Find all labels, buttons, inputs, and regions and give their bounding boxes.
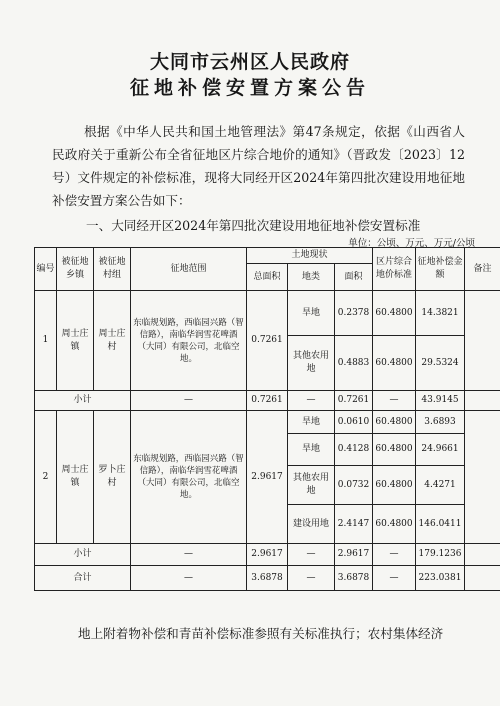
header-land-status: 土地现状 — [247, 248, 373, 264]
subtotal-remarks — [465, 544, 500, 566]
subtotal-land-type: — — [288, 544, 335, 566]
row-price: 60.4800 — [373, 291, 416, 336]
header-row — [35, 248, 500, 264]
table-row — [35, 411, 500, 434]
document-title-line1: 大同市云州区人民政府 — [149, 51, 350, 73]
row-land-type: 旱地 — [288, 411, 335, 434]
row-land-type: 旱地 — [288, 434, 335, 466]
row-area: 0.0732 — [335, 466, 373, 505]
row-scope: 东临规划路，西临园兴路（智信路），南临华润雪花啤酒（大同）有限公司，北临空地。 — [131, 291, 247, 391]
row-area: 0.4883 — [335, 336, 373, 391]
header-village: 被征地村组 — [94, 248, 131, 291]
row-price: 60.4800 — [373, 505, 416, 544]
row-price: 60.4800 — [373, 411, 416, 434]
subtotal-scope: — — [131, 391, 247, 411]
subtotal-area: 0.7261 — [335, 391, 373, 411]
total-label: 合计 — [35, 566, 131, 591]
row-land-type: 建设用地 — [288, 505, 335, 544]
subtotal-row — [35, 391, 500, 411]
total-remarks — [465, 566, 500, 591]
row-village: 周士庄村 — [94, 291, 131, 391]
section-heading: 一、大同经开区2024年第四批次建设用地征地补偿安置标准 — [86, 218, 421, 233]
row-amount: 14.3821 — [416, 291, 465, 336]
total-area: 3.6878 — [335, 566, 373, 591]
total-total-area: 3.6878 — [247, 566, 288, 591]
subtotal-total-area: 0.7261 — [247, 391, 288, 411]
row-price: 60.4800 — [373, 466, 416, 505]
row-remarks — [465, 291, 500, 391]
total-price: — — [373, 566, 416, 591]
total-land-type: — — [288, 566, 335, 591]
subtotal-row — [35, 544, 500, 566]
row-amount: 146.0411 — [416, 505, 465, 544]
subtotal-price: — — [373, 544, 416, 566]
subtotal-price: — — [373, 391, 416, 411]
footer-paragraph: 地上附着物补偿和青苗补偿标准参照有关标准执行；农村集体经济 — [78, 626, 444, 641]
subtotal-scope: — — [131, 544, 247, 566]
unit-note: 单位：公顷、万元、万元/公顷 — [348, 238, 475, 249]
header-land-type: 地类 — [288, 264, 335, 291]
row-town: 周士庄镇 — [57, 411, 94, 544]
header-town: 被征地乡镇 — [57, 248, 94, 291]
row-land-type: 其他农用地 — [288, 466, 335, 505]
row-area: 0.2378 — [335, 291, 373, 336]
row-area: 0.4128 — [335, 434, 373, 466]
subtotal-land-type: — — [288, 391, 335, 411]
body-paragraph: 根据《中华人民共和国土地管理法》第47条规定，依据《山西省人民政府关于重新公布全省征地区片综合地价的通知》（晋政发〔2023〕12号）文件规定的补偿标准，现将大同经开区2024年第四批次建设用地征地补偿安置方案公告如下： — [52, 124, 465, 208]
total-amount: 223.0381 — [416, 566, 465, 591]
row-land-type: 其他农用地 — [288, 336, 335, 391]
subtotal-amount: 43.9145 — [416, 391, 465, 411]
header-area: 面积 — [335, 264, 373, 291]
header-scope: 征地范围 — [131, 248, 247, 291]
total-scope: — — [131, 566, 247, 591]
row-remarks — [465, 411, 500, 544]
row-amount: 24.9661 — [416, 434, 465, 466]
subtotal-total-area: 2.9617 — [247, 544, 288, 566]
header-index: 编号 — [35, 248, 57, 291]
subtotal-amount: 179.1236 — [416, 544, 465, 566]
header-compensation: 征地补偿金额 — [416, 248, 465, 291]
header-total-area: 总面积 — [247, 264, 288, 291]
subtotal-area: 2.9617 — [335, 544, 373, 566]
table-row — [35, 291, 500, 336]
row-price: 60.4800 — [373, 336, 416, 391]
document-title-line2: 征地补偿安置方案公告 — [129, 77, 370, 99]
row-total-area: 0.7261 — [247, 291, 288, 391]
subtotal-label: 小计 — [35, 391, 131, 411]
row-index: 2 — [35, 411, 57, 544]
row-price: 60.4800 — [373, 434, 416, 466]
row-index: 1 — [35, 291, 57, 391]
row-total-area: 2.9617 — [247, 411, 288, 544]
row-scope: 东临规划路，西临园兴路（智信路），南临华润雪花啤酒（大同）有限公司，北临空地。 — [131, 411, 247, 544]
row-land-type: 旱地 — [288, 291, 335, 336]
total-row — [35, 566, 500, 591]
compensation-table — [34, 247, 500, 591]
row-area: 0.0610 — [335, 411, 373, 434]
row-amount: 3.6893 — [416, 411, 465, 434]
row-amount: 29.5324 — [416, 336, 465, 391]
header-remarks: 备注 — [465, 248, 500, 291]
subtotal-label: 小计 — [35, 544, 131, 566]
row-village: 罗卜庄村 — [94, 411, 131, 544]
row-town: 周士庄镇 — [57, 291, 94, 391]
row-amount: 4.4271 — [416, 466, 465, 505]
subtotal-remarks — [465, 391, 500, 411]
row-area: 2.4147 — [335, 505, 373, 544]
header-price: 区片综合地价标准 — [373, 248, 416, 291]
